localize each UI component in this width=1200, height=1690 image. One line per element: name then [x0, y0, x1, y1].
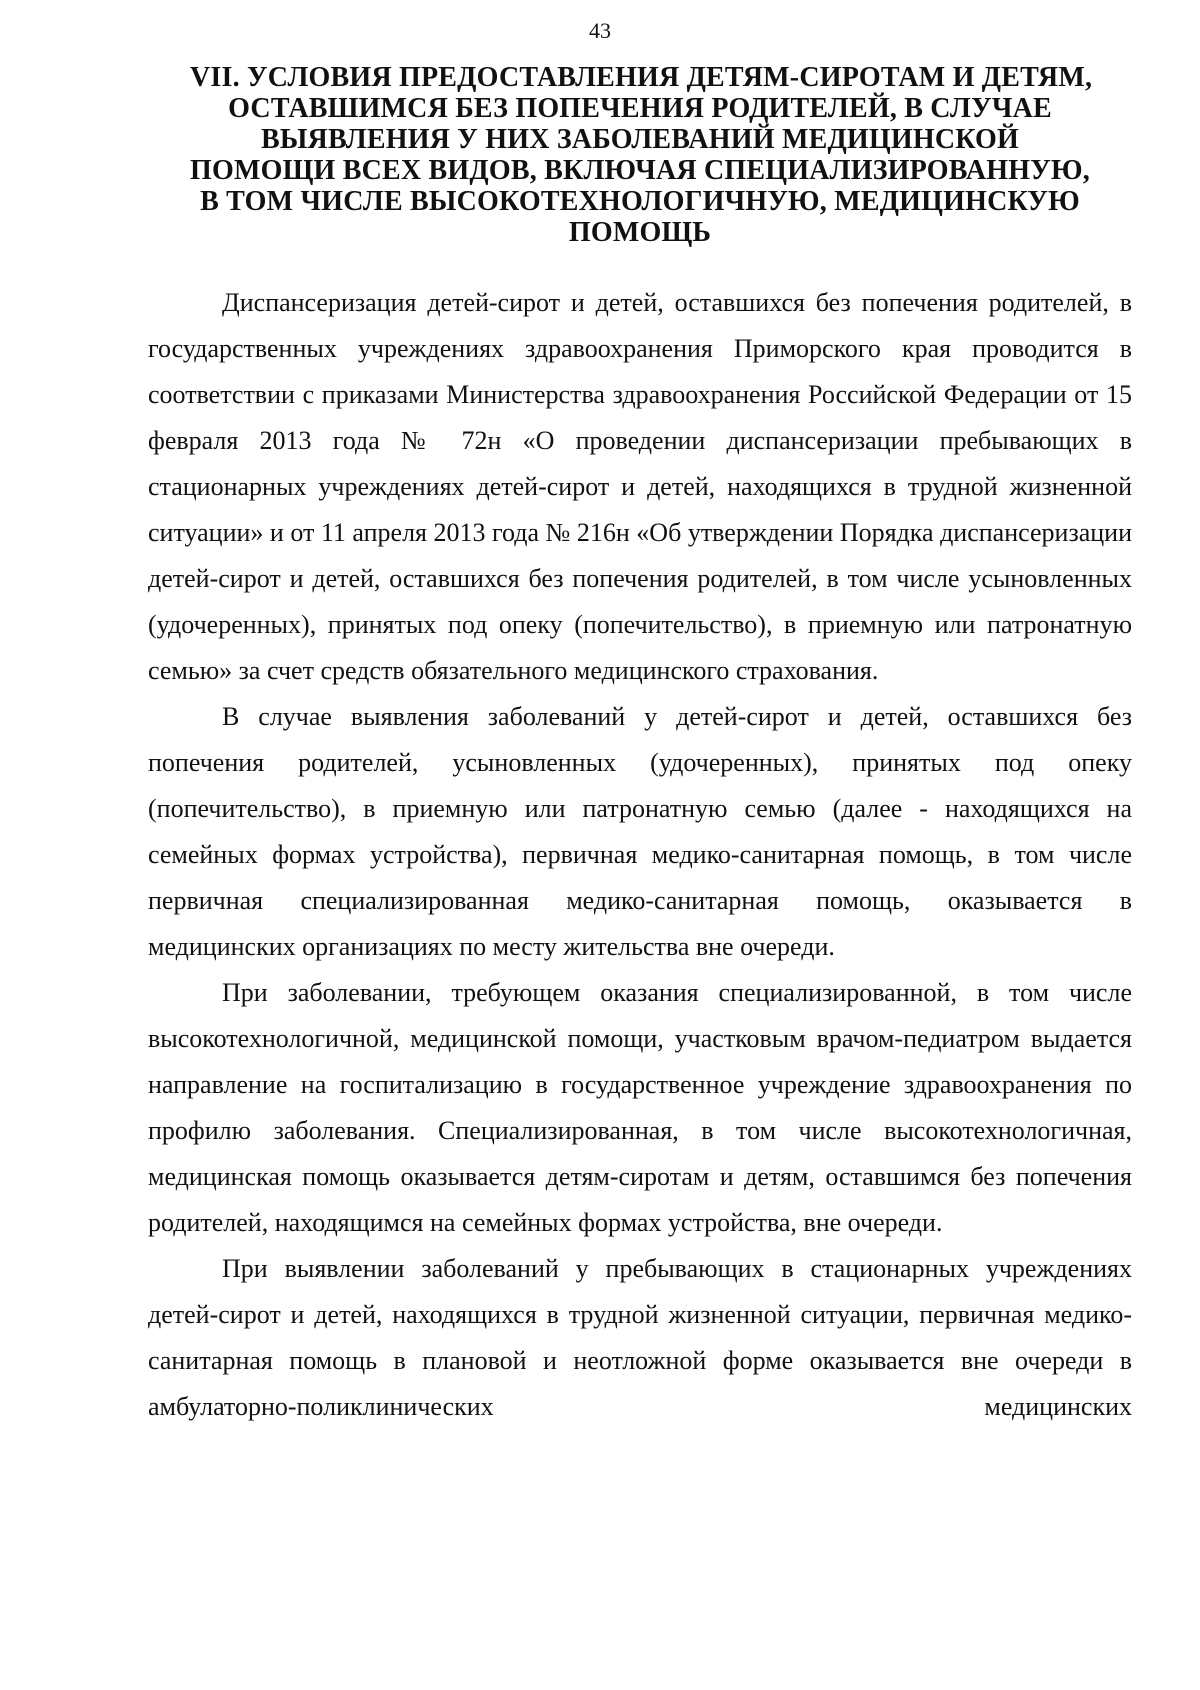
- heading-line: В ТОМ ЧИСЛЕ ВЫСОКОТЕХНОЛОГИЧНУЮ, МЕДИЦИНСКУЮ: [200, 186, 1080, 217]
- heading-line: VII. УСЛОВИЯ ПРЕДОСТАВЛЕНИЯ ДЕТЯМ-СИРОТАМ И ДЕТЯМ,: [190, 62, 1093, 93]
- heading-line: ОСТАВШИМСЯ БЕЗ ПОПЕЧЕНИЯ РОДИТЕЛЕЙ, В СЛУЧАЕ: [228, 93, 1052, 124]
- paragraph: При заболевании, требующем оказания специализированной, в том числе высокотехнологичной, медицинской помощи, участковым врачом-педиатром выдается направление на госпитализацию в государственное учреждение здравоохранения по профилю заболевания. Специализированная, в том числе высокотехнологичная, медицинская помощь оказывается детям-сиротам и детям, оставшимся без попечения родителей, находящимся на семейных формах устройства, вне очереди.: [148, 978, 1132, 1237]
- heading-line: ВЫЯВЛЕНИЯ У НИХ ЗАБОЛЕВАНИЙ МЕДИЦИНСКОЙ: [260, 124, 1020, 155]
- heading-line: ПОМОЩИ ВСЕХ ВИДОВ, ВКЛЮЧАЯ СПЕЦИАЛИЗИРОВАННУЮ,: [190, 155, 1090, 186]
- page-number: 43: [589, 18, 611, 43]
- heading-line: ПОМОЩЬ: [568, 217, 712, 248]
- paragraph: При выявлении заболеваний у пребывающих в стационарных учреждениях детей-сирот и детей, находящихся в трудной жизненной ситуации, первичная медико-санитарная помощь в плановой и неотложной форме оказывается вне очереди в амбулаторно-поликлинических медицинских: [148, 1254, 1132, 1421]
- section-heading: [190, 62, 1093, 248]
- paragraph: В случае выявления заболеваний у детей-сирот и детей, оставшихся без попечения родителей, усыновленных (удочеренных), принятых под опеку (попечительство), в приемную или патронатную семью (далее - находящихся на семейных формах устройства), первичная медико-санитарная помощь, в том числе первичная специализированная медико-санитарная помощь, оказывается в медицинских организациях по месту жительства вне очереди.: [148, 702, 1132, 961]
- body-text: [148, 280, 1132, 1430]
- paragraph: Диспансеризация детей-сирот и детей, оставшихся без попечения родителей, в государственных учреждениях здравоохранения Приморского края проводится в соответствии с приказами Министерства здравоохранения Российской Федерации от 15 февраля 2013 года № 72н «О проведении диспансеризации пребывающих в стационарных учреждениях детей-сирот и детей, находящихся в трудной жизненной ситуации» и от 11 апреля 2013 года № 216н «Об утверждении Порядка диспансеризации детей-сирот и детей, оставшихся без попечения родителей, в том числе усыновленных (удочеренных), принятых под опеку (попечительство), в приемную или патронатную семью» за счет средств обязательного медицинского страхования.: [148, 288, 1132, 685]
